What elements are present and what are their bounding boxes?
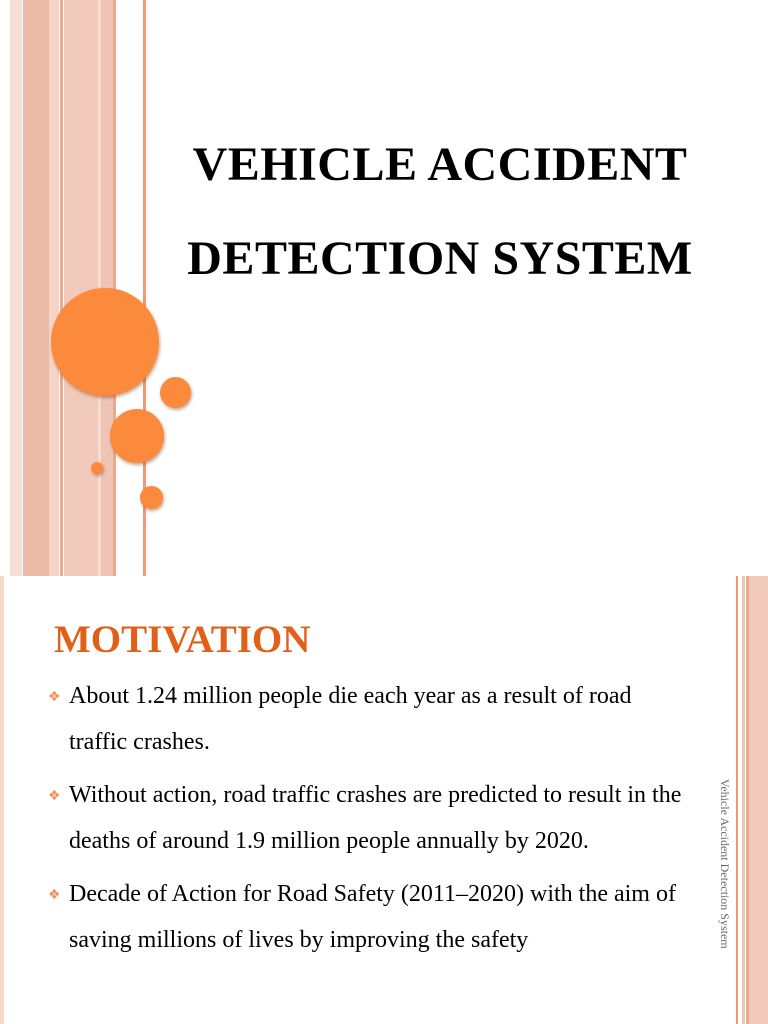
- stripe-decoration: [749, 576, 768, 1024]
- bullet-text: Decade of Action for Road Safety (2011–2020) with the aim of saving millions of lives by improving the safety: [69, 881, 676, 953]
- decorative-circle: [160, 377, 191, 408]
- vertical-footer-text: Vehicle Accident Detection System: [718, 779, 732, 949]
- stripe-decoration: [0, 576, 4, 1024]
- decorative-circle: [110, 409, 164, 463]
- stripe-decoration: [23, 0, 49, 576]
- stripe-decoration: [10, 0, 22, 576]
- bullet-list: [48, 674, 688, 971]
- slide-title-line-1: VEHICLE ACCIDENT: [192, 138, 688, 191]
- stripe-decoration: [49, 0, 59, 576]
- bullet-item: [48, 773, 688, 864]
- stripe-decoration: [742, 576, 745, 1024]
- diamond-bullet-icon: ❖: [48, 690, 61, 705]
- stripe-decoration: [736, 576, 738, 1024]
- bullet-text: Without action, road traffic crashes are predicted to result in the deaths of around 1.9 million people annually by 2020.: [69, 782, 682, 854]
- diamond-bullet-icon: ❖: [48, 789, 61, 804]
- decorative-circle-large: [51, 288, 159, 396]
- diamond-bullet-icon: ❖: [48, 888, 61, 903]
- decorative-circle: [91, 462, 103, 474]
- bullet-item: [48, 872, 688, 963]
- motivation-title: MOTIVATION: [54, 618, 311, 661]
- slide-title: [150, 118, 730, 306]
- bullet-text: About 1.24 million people die each year as a result of road traffic crashes.: [69, 683, 632, 755]
- decorative-circle: [140, 486, 163, 509]
- stripe-decoration: [60, 0, 63, 576]
- bullet-item: [48, 674, 688, 765]
- stripe-decoration: [64, 0, 98, 576]
- slide-title-line-2: DETECTION SYSTEM: [187, 232, 693, 285]
